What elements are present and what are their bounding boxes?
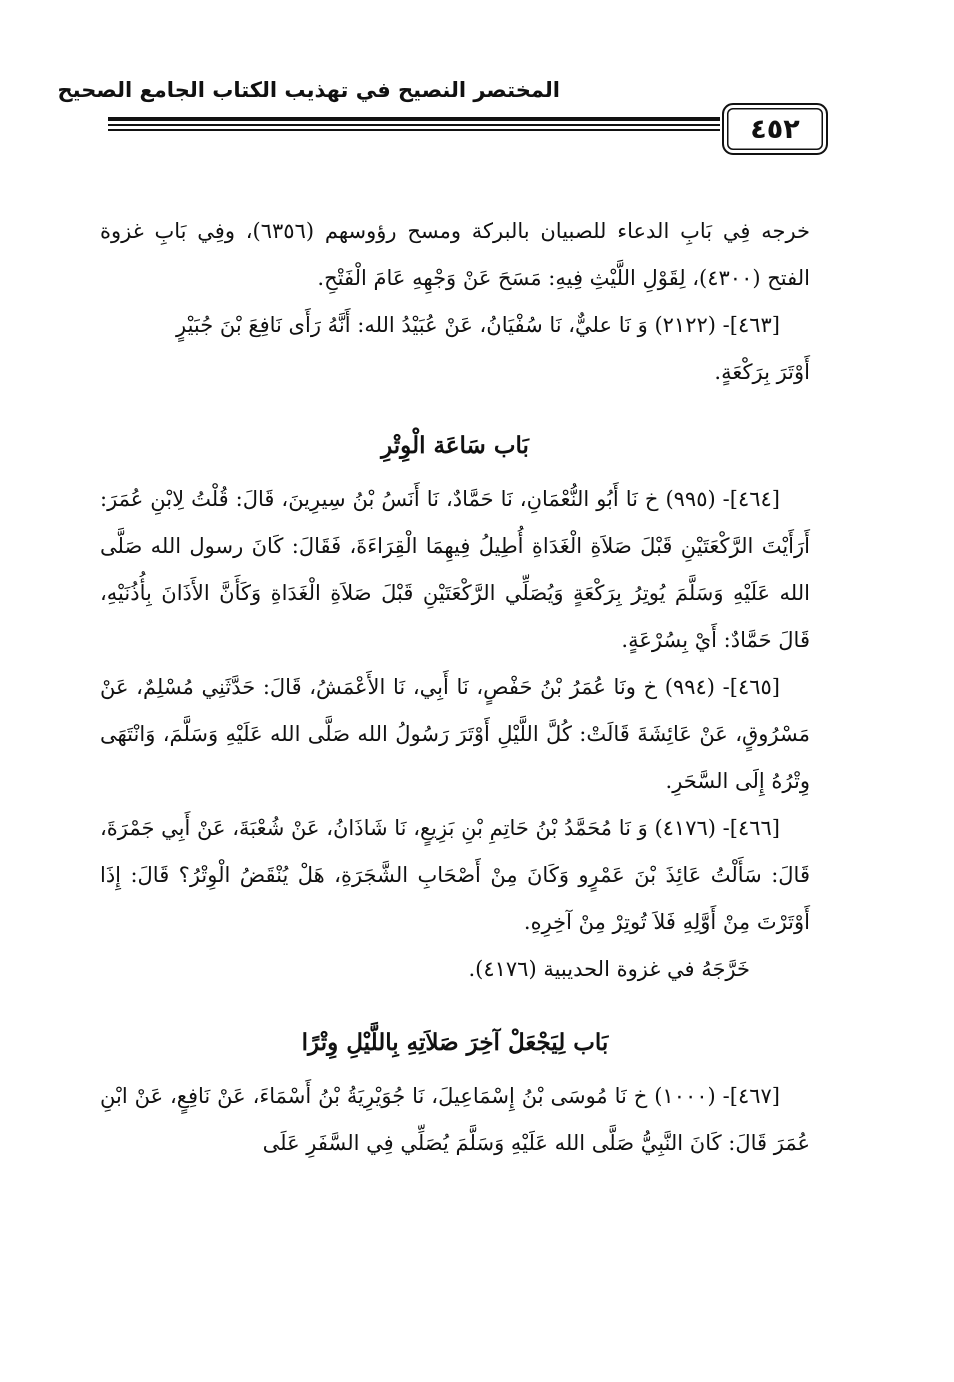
hadith-465: [٤٦٥]- (٩٩٤) خ ونَا عُمَرُ بْنُ حَفْصٍ، نَا أَبِي، نَا الأَعْمَشُ، قَالَ: حَدَّثَنِي مُسْلِمٌ، عَنْ مَسْرُوقٍ، عَنْ عَائِشَةَ قَالَتْ: كُلَّ اللَّيْلِ أَوْتَرَ رَسُولُ الله صَلَّى الله عَلَيْهِ وَسَلَّمَ، وَانْتَهَى وِتْرُهُ إِلَى السَّحَرِ. (100, 675, 810, 793)
running-header-title: المختصر النصيح في تهذيب الكتاب الجامع الصحيح (57, 78, 560, 102)
hadith-463: [٤٦٣]- (٢١٢٢) وَ نَا عليٌّ، نَا سُفْيَانُ، عَنْ عُبَيْدُ الله: أَنَّهُ رَأَى نَافِعَ بْنَ جُبَيْرٍ (175, 313, 780, 337)
hadith-466-source-note: خَرَّجَهُ في غزوة الحديبية (٤١٧٦). (468, 957, 750, 981)
section-heading-witr-time: بَاب سَاعَة الْوِتْرِ (381, 432, 529, 459)
hadith-464: [٤٦٤]- (٩٩٥) خ نَا أَبُو النُّعْمَانِ، نَا حَمَّادٌ، نَا أَنَسُ بْنُ سِيرِينَ، قَالَ: قُلْتُ لِابْنِ عُمَرَ: أَرَأَيْتَ الرَّكْعَتَيْنِ قَبْلَ صَلاَةِ الْغَدَاةِ أُطِيلُ فِيهِمَا الْقِرَاءَةَ، فَقَالَ: كَانَ رسول الله صَلَّى الله عَلَيْهِ وَسَلَّمَ يُوتِرُ بِرَكْعَةٍ وَيُصَلِّي الرَّكْعَتَيْنِ قَبْلَ صَلاَةِ الْغَدَاةِ وَكَأَنَّ الأَذَانَ بِأُذُنَيْهِ، قَالَ حَمَّادٌ: أَيْ بِسُرْعَةٍ. (100, 487, 810, 652)
hadith-466: [٤٦٦]- (٤١٧٦) وَ نَا مُحَمَّدُ بْنُ حَاتِمِ بْنِ بَزِيعٍ، نَا شَاذَانُ، عَنْ شُعْبَةَ، عَنْ أَبِي جَمْرَةَ، قَالَ: سَأَلْتُ عَائِذَ بْنَ عَمْرٍو وَكَانَ مِنْ أَصْحَابِ الشَّجَرَةِ، هَلْ يُنْقَضُ الْوِتْرُ؟ قَالَ: إِذَا أَوْتَرْتَ مِنْ أَوَّلِهِ فَلاَ تُوتِرْ مِنْ آخِرِهِ. (100, 816, 810, 934)
section-heading-last-prayer-witr: بَاب لِيَجْعَلْ آخِرَ صَلاَتِهِ بِاللَّيْلِ وِتْرًا (301, 1029, 609, 1056)
intro-paragraph: خرجه فِي بَابِ الدعاء للصبيان بالبركة ومسح رؤوسهم (٦٣٥٦)، وفِي بَابِ غزوة الفتح (٤٣٠٠)، لِقَوْلِ اللَّيْثِ فِيهِ: مَسَحَ عَنْ وَجْهِهِ عَامَ الْفَتْحِ. (100, 219, 811, 290)
page-number-frame (722, 103, 828, 155)
header-rule-thin-lower (108, 129, 720, 131)
header-rule-thick (108, 117, 720, 121)
header-rule-thin (108, 124, 720, 126)
hadith-467: [٤٦٧]- (١٠٠٠) خ نَا مُوسَى بْنُ إِسْمَاعِيلَ، نَا جُوَيْرِيَةُ بْنُ أَسْمَاءَ، عَنْ نَافِعٍ، عَنْ ابْنِ عُمَرَ قَالَ: كَانَ النَّبِيُّ صَلَّى الله عَلَيْهِ وَسَلَّمَ يُصَلِّي فِي السَّفَرِ عَلَى (100, 1084, 810, 1155)
hadith-463-ending: أَوْتَرَ بِرَكْعَةٍ. (714, 360, 810, 384)
page-body (100, 208, 810, 1167)
page-number: ٤٥٢ (750, 113, 800, 145)
